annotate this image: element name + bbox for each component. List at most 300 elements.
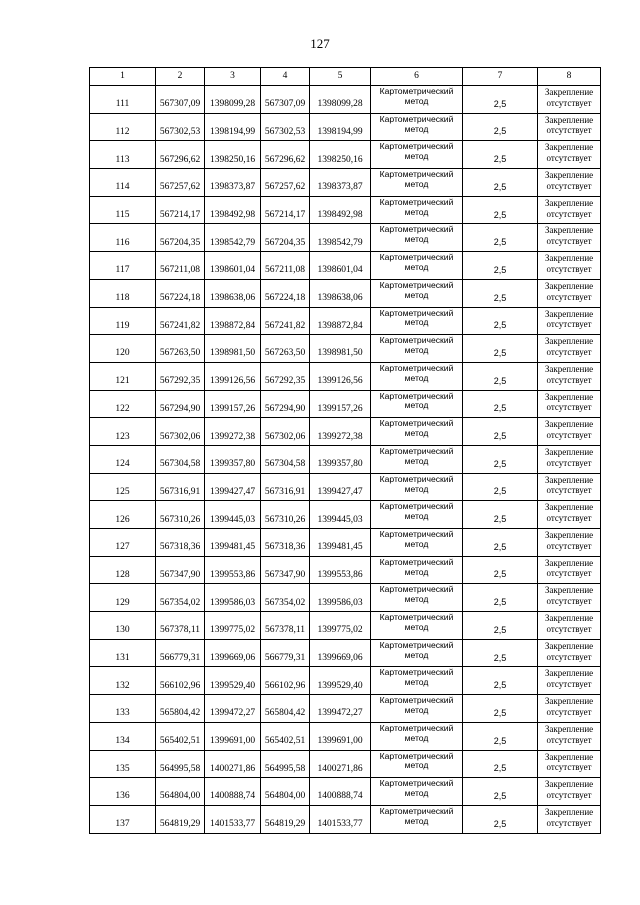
fixation-cell xyxy=(538,196,601,224)
method-line-1: Картометрический xyxy=(379,445,454,456)
x-new-cell: 567316,91 xyxy=(261,473,310,501)
table-row xyxy=(90,473,601,501)
fixation-line-2: отсутствует xyxy=(546,374,592,385)
fixation-cell xyxy=(538,667,601,695)
method-line-1: Картометрический xyxy=(379,196,454,207)
fixation-line-2: отсутствует xyxy=(546,706,592,717)
fixation-line-2: отсутствует xyxy=(546,789,592,800)
method-line-1: Картометрический xyxy=(379,529,454,539)
y-old-cell: 1398373,87 xyxy=(205,169,261,197)
method-line-1: Картометрический xyxy=(379,501,454,512)
x-old-cell: 567296,62 xyxy=(156,141,205,169)
y-old-cell: 1398638,06 xyxy=(205,279,261,307)
point-number-cell: 128 xyxy=(90,556,156,584)
y-new-cell: 1399481,45 xyxy=(310,529,371,557)
fixation-line-1: Закрепление xyxy=(544,391,594,402)
method-line-1: Картометрический xyxy=(379,778,454,789)
method-cell xyxy=(371,252,463,280)
y-old-cell: 1399445,03 xyxy=(205,501,261,529)
x-new-cell: 566102,96 xyxy=(261,667,310,695)
method-line-2: метод xyxy=(404,788,429,799)
method-line-2: метод xyxy=(404,345,429,356)
fixation-line-2: отсутствует xyxy=(546,513,592,524)
y-old-cell: 1400271,86 xyxy=(205,750,261,778)
method-line-1: Картометрический xyxy=(379,805,454,816)
table-header-row xyxy=(90,68,601,86)
x-new-cell: 564995,58 xyxy=(261,750,310,778)
fixation-line-2: отсутствует xyxy=(546,291,592,302)
fixation-line-2: отсутствует xyxy=(546,568,592,579)
x-new-cell: 567224,18 xyxy=(261,279,310,307)
method-line-2: метод xyxy=(404,455,429,466)
fixation-line-1: Закрепление xyxy=(544,640,594,651)
fixation-cell xyxy=(538,695,601,723)
method-line-2: метод xyxy=(404,649,429,660)
method-line-2: метод xyxy=(404,123,429,134)
method-line-1: Картометрический xyxy=(379,224,454,235)
y-old-cell: 1398542,79 xyxy=(205,224,261,252)
y-old-cell: 1400888,74 xyxy=(205,778,261,806)
method-line-2: метод xyxy=(404,566,429,577)
x-old-cell: 565402,51 xyxy=(156,722,205,750)
header-cell: 3 xyxy=(205,68,261,86)
fixation-line-1: Закрепление xyxy=(544,585,594,596)
y-old-cell: 1398194,99 xyxy=(205,113,261,141)
method-line-1: Картометрический xyxy=(379,86,454,96)
accuracy-cell: 2,5 xyxy=(463,279,538,307)
table-row xyxy=(90,113,601,141)
y-old-cell: 1398099,28 xyxy=(205,86,261,114)
point-number-cell: 133 xyxy=(90,695,156,723)
fixation-line-2: отсутствует xyxy=(546,734,592,745)
y-old-cell: 1399669,06 xyxy=(205,639,261,667)
fixation-cell xyxy=(538,556,601,584)
fixation-line-2: отсутствует xyxy=(546,430,592,441)
method-cell xyxy=(371,778,463,806)
method-cell xyxy=(371,639,463,667)
y-new-cell: 1400271,86 xyxy=(310,750,371,778)
x-old-cell: 567354,02 xyxy=(156,584,205,612)
accuracy-cell: 2,5 xyxy=(463,805,538,833)
fixation-line-1: Закрепление xyxy=(544,613,594,624)
table-row xyxy=(90,529,601,557)
method-line-1: Картометрический xyxy=(379,722,454,733)
point-number-cell: 131 xyxy=(90,639,156,667)
y-old-cell: 1399157,26 xyxy=(205,390,261,418)
fixation-cell xyxy=(538,252,601,280)
fixation-cell xyxy=(538,141,601,169)
fixation-line-2: отсутствует xyxy=(546,236,592,247)
header-cell: 6 xyxy=(371,68,463,86)
table-row xyxy=(90,279,601,307)
fixation-cell xyxy=(538,307,601,335)
method-line-2: метод xyxy=(404,815,429,826)
point-number-cell: 115 xyxy=(90,196,156,224)
fixation-line-1: Закрепление xyxy=(544,336,594,347)
table-row xyxy=(90,722,601,750)
x-old-cell: 567241,82 xyxy=(156,307,205,335)
y-old-cell: 1399427,47 xyxy=(205,473,261,501)
y-old-cell: 1399357,80 xyxy=(205,445,261,473)
fixation-line-1: Закрепление xyxy=(544,668,594,679)
table-row xyxy=(90,86,601,114)
x-new-cell: 567211,08 xyxy=(261,252,310,280)
y-new-cell: 1399553,86 xyxy=(310,556,371,584)
fixation-line-1: Закрепление xyxy=(544,557,594,568)
x-new-cell: 567302,53 xyxy=(261,113,310,141)
x-new-cell: 567318,36 xyxy=(261,529,310,557)
y-old-cell: 1399586,03 xyxy=(205,584,261,612)
point-number-cell: 120 xyxy=(90,335,156,363)
table-body xyxy=(90,68,601,834)
method-cell xyxy=(371,805,463,833)
fixation-cell xyxy=(538,805,601,833)
table-row xyxy=(90,169,601,197)
x-old-cell: 567307,09 xyxy=(156,86,205,114)
method-line-2: метод xyxy=(404,538,429,549)
y-new-cell: 1399445,03 xyxy=(310,501,371,529)
point-number-cell: 132 xyxy=(90,667,156,695)
fixation-line-1: Закрепление xyxy=(544,806,594,817)
fixation-line-2: отсутствует xyxy=(546,263,592,274)
method-cell xyxy=(371,445,463,473)
point-number-cell: 130 xyxy=(90,612,156,640)
fixation-cell xyxy=(538,362,601,390)
fixation-cell xyxy=(538,418,601,446)
y-new-cell: 1399775,02 xyxy=(310,612,371,640)
y-new-cell: 1399157,26 xyxy=(310,390,371,418)
fixation-cell xyxy=(538,750,601,778)
fixation-cell xyxy=(538,778,601,806)
fixation-line-1: Закрепление xyxy=(544,253,594,264)
x-new-cell: 567204,35 xyxy=(261,224,310,252)
y-new-cell: 1398194,99 xyxy=(310,113,371,141)
fixation-line-1: Закрепление xyxy=(544,225,594,236)
fixation-line-1: Закрепление xyxy=(544,779,594,790)
point-number-cell: 114 xyxy=(90,169,156,197)
fixation-cell xyxy=(538,473,601,501)
x-old-cell: 564819,29 xyxy=(156,805,205,833)
fixation-line-2: отсутствует xyxy=(546,540,592,551)
fixation-line-2: отсутствует xyxy=(546,346,592,357)
table-row xyxy=(90,805,601,833)
x-old-cell: 567378,11 xyxy=(156,612,205,640)
x-old-cell: 567292,35 xyxy=(156,362,205,390)
y-new-cell: 1399586,03 xyxy=(310,584,371,612)
fixation-line-1: Закрепление xyxy=(544,363,594,374)
y-new-cell: 1400888,74 xyxy=(310,778,371,806)
accuracy-cell: 2,5 xyxy=(463,307,538,335)
method-line-2: метод xyxy=(404,760,429,771)
x-old-cell: 567263,50 xyxy=(156,335,205,363)
method-line-2: метод xyxy=(404,206,429,217)
method-cell xyxy=(371,695,463,723)
fixation-line-1: Закрепление xyxy=(544,723,594,734)
accuracy-cell: 2,5 xyxy=(463,584,538,612)
y-new-cell: 1398373,87 xyxy=(310,169,371,197)
y-old-cell: 1399481,45 xyxy=(205,529,261,557)
method-cell xyxy=(371,224,463,252)
x-new-cell: 567241,82 xyxy=(261,307,310,335)
fixation-line-2: отсутствует xyxy=(546,651,592,662)
y-new-cell: 1399427,47 xyxy=(310,473,371,501)
fixation-line-1: Закрепление xyxy=(544,446,594,457)
table-row xyxy=(90,750,601,778)
fixation-line-1: Закрепление xyxy=(544,474,594,485)
method-line-2: метод xyxy=(404,732,429,743)
method-cell xyxy=(371,307,463,335)
method-cell xyxy=(371,196,463,224)
accuracy-cell: 2,5 xyxy=(463,722,538,750)
fixation-line-2: отсутствует xyxy=(546,596,592,607)
method-line-1: Картометрический xyxy=(379,279,454,290)
header-cell: 1 xyxy=(90,68,156,86)
method-line-1: Картометрический xyxy=(379,556,454,567)
method-line-2: метод xyxy=(404,317,429,328)
fixation-line-2: отсутствует xyxy=(546,762,592,773)
x-old-cell: 567211,08 xyxy=(156,252,205,280)
table-row xyxy=(90,639,601,667)
y-old-cell: 1399775,02 xyxy=(205,612,261,640)
fixation-cell xyxy=(538,224,601,252)
fixation-line-1: Закрепление xyxy=(544,114,594,125)
table-row xyxy=(90,252,601,280)
x-new-cell: 567257,62 xyxy=(261,169,310,197)
x-old-cell: 567294,90 xyxy=(156,390,205,418)
x-new-cell: 565402,51 xyxy=(261,722,310,750)
y-new-cell: 1398542,79 xyxy=(310,224,371,252)
y-new-cell: 1398492,98 xyxy=(310,196,371,224)
method-line-2: метод xyxy=(404,234,429,245)
fixation-line-1: Закрепление xyxy=(544,280,594,291)
table-row xyxy=(90,141,601,169)
table-row xyxy=(90,695,601,723)
x-new-cell: 567304,58 xyxy=(261,445,310,473)
point-number-cell: 123 xyxy=(90,418,156,446)
point-number-cell: 118 xyxy=(90,279,156,307)
table-row xyxy=(90,445,601,473)
x-new-cell: 567378,11 xyxy=(261,612,310,640)
fixation-cell xyxy=(538,612,601,640)
method-line-1: Картометрический xyxy=(379,141,454,152)
y-old-cell: 1398872,84 xyxy=(205,307,261,335)
point-number-cell: 127 xyxy=(90,529,156,557)
fixation-line-2: отсутствует xyxy=(546,97,592,108)
method-line-2: метод xyxy=(404,483,429,494)
fixation-cell xyxy=(538,169,601,197)
x-old-cell: 567224,18 xyxy=(156,279,205,307)
method-line-1: Картометрический xyxy=(379,362,454,373)
method-line-1: Картометрический xyxy=(379,390,454,401)
method-line-2: метод xyxy=(404,95,429,106)
method-line-1: Картометрический xyxy=(379,695,454,706)
method-cell xyxy=(371,390,463,418)
fixation-line-2: отсутствует xyxy=(546,153,592,164)
fixation-line-1: Закрепление xyxy=(544,419,594,430)
y-old-cell: 1399126,56 xyxy=(205,362,261,390)
fixation-line-1: Закрепление xyxy=(544,696,594,707)
accuracy-cell: 2,5 xyxy=(463,86,538,114)
fixation-line-2: отсутствует xyxy=(546,125,592,136)
y-old-cell: 1398981,50 xyxy=(205,335,261,363)
accuracy-cell: 2,5 xyxy=(463,224,538,252)
x-new-cell: 567310,26 xyxy=(261,501,310,529)
point-number-cell: 111 xyxy=(90,86,156,114)
x-old-cell: 567310,26 xyxy=(156,501,205,529)
method-cell xyxy=(371,584,463,612)
table-row xyxy=(90,667,601,695)
method-line-1: Картометрический xyxy=(379,750,454,761)
y-old-cell: 1401533,77 xyxy=(205,805,261,833)
accuracy-cell: 2,5 xyxy=(463,390,538,418)
table-row xyxy=(90,584,601,612)
fixation-line-1: Закрепление xyxy=(544,751,594,762)
point-number-cell: 121 xyxy=(90,362,156,390)
y-new-cell: 1398638,06 xyxy=(310,279,371,307)
y-new-cell: 1401533,77 xyxy=(310,805,371,833)
method-line-1: Картометрический xyxy=(379,473,454,484)
point-number-cell: 112 xyxy=(90,113,156,141)
y-new-cell: 1399529,40 xyxy=(310,667,371,695)
fixation-line-2: отсутствует xyxy=(546,180,592,191)
method-cell xyxy=(371,473,463,501)
method-cell xyxy=(371,141,463,169)
accuracy-cell: 2,5 xyxy=(463,778,538,806)
accuracy-cell: 2,5 xyxy=(463,639,538,667)
accuracy-cell: 2,5 xyxy=(463,695,538,723)
table-row xyxy=(90,307,601,335)
method-cell xyxy=(371,529,463,557)
fixation-line-2: отсутствует xyxy=(546,623,592,634)
x-old-cell: 567302,06 xyxy=(156,418,205,446)
accuracy-cell: 2,5 xyxy=(463,335,538,363)
fixation-line-1: Закрепление xyxy=(544,197,594,208)
page-number: 127 xyxy=(310,36,330,51)
method-line-1: Картометрический xyxy=(379,418,454,429)
y-old-cell: 1399272,38 xyxy=(205,418,261,446)
method-cell xyxy=(371,667,463,695)
header-cell: 5 xyxy=(310,68,371,86)
table-row xyxy=(90,196,601,224)
point-number-cell: 136 xyxy=(90,778,156,806)
method-cell xyxy=(371,612,463,640)
point-number-cell: 137 xyxy=(90,805,156,833)
x-old-cell: 564804,00 xyxy=(156,778,205,806)
header-cell: 7 xyxy=(463,68,538,86)
method-line-1: Картометрический xyxy=(379,113,454,124)
accuracy-cell: 2,5 xyxy=(463,612,538,640)
y-new-cell: 1399126,56 xyxy=(310,362,371,390)
method-cell xyxy=(371,279,463,307)
method-line-1: Картометрический xyxy=(379,169,454,180)
x-new-cell: 567214,17 xyxy=(261,196,310,224)
x-old-cell: 564995,58 xyxy=(156,750,205,778)
point-number-cell: 124 xyxy=(90,445,156,473)
x-new-cell: 567347,90 xyxy=(261,556,310,584)
method-line-1: Картометрический xyxy=(379,307,454,318)
point-number-cell: 129 xyxy=(90,584,156,612)
fixation-cell xyxy=(538,722,601,750)
fixation-line-2: отсутствует xyxy=(546,817,592,828)
x-old-cell: 567318,36 xyxy=(156,529,205,557)
fixation-line-1: Закрепление xyxy=(544,87,594,97)
y-new-cell: 1398601,04 xyxy=(310,252,371,280)
fixation-line-2: отсутствует xyxy=(546,679,592,690)
method-line-2: метод xyxy=(404,400,429,411)
fixation-cell xyxy=(538,445,601,473)
x-new-cell: 567302,06 xyxy=(261,418,310,446)
fixation-cell xyxy=(538,501,601,529)
method-line-2: метод xyxy=(404,262,429,272)
y-new-cell: 1398099,28 xyxy=(310,86,371,114)
method-line-2: метод xyxy=(404,511,429,522)
fixation-cell xyxy=(538,335,601,363)
accuracy-cell: 2,5 xyxy=(463,141,538,169)
point-number-cell: 135 xyxy=(90,750,156,778)
point-number-cell: 126 xyxy=(90,501,156,529)
x-old-cell: 565804,42 xyxy=(156,695,205,723)
table-row xyxy=(90,390,601,418)
point-number-cell: 116 xyxy=(90,224,156,252)
accuracy-cell: 2,5 xyxy=(463,556,538,584)
x-old-cell: 567302,53 xyxy=(156,113,205,141)
table-row xyxy=(90,224,601,252)
accuracy-cell: 2,5 xyxy=(463,196,538,224)
x-new-cell: 567294,90 xyxy=(261,390,310,418)
point-number-cell: 113 xyxy=(90,141,156,169)
coordinates-table xyxy=(89,67,601,834)
accuracy-cell: 2,5 xyxy=(463,501,538,529)
x-old-cell: 566779,31 xyxy=(156,639,205,667)
fixation-line-2: отсутствует xyxy=(546,485,592,496)
y-new-cell: 1399472,27 xyxy=(310,695,371,723)
method-cell xyxy=(371,556,463,584)
method-line-2: метод xyxy=(404,705,429,715)
method-line-2: метод xyxy=(404,621,429,632)
fixation-cell xyxy=(538,279,601,307)
point-number-cell: 134 xyxy=(90,722,156,750)
header-cell: 8 xyxy=(538,68,601,86)
table-row xyxy=(90,501,601,529)
accuracy-cell: 2,5 xyxy=(463,529,538,557)
y-new-cell: 1398981,50 xyxy=(310,335,371,363)
method-line-2: метод xyxy=(404,677,429,688)
y-new-cell: 1399691,00 xyxy=(310,722,371,750)
point-number-cell: 122 xyxy=(90,390,156,418)
method-cell xyxy=(371,418,463,446)
point-number-cell: 125 xyxy=(90,473,156,501)
method-cell xyxy=(371,501,463,529)
x-new-cell: 566779,31 xyxy=(261,639,310,667)
x-old-cell: 567204,35 xyxy=(156,224,205,252)
accuracy-cell: 2,5 xyxy=(463,113,538,141)
y-old-cell: 1398250,16 xyxy=(205,141,261,169)
fixation-line-1: Закрепление xyxy=(544,308,594,319)
y-old-cell: 1399472,27 xyxy=(205,695,261,723)
method-line-2: метод xyxy=(404,151,429,162)
method-line-1: Картометрический xyxy=(379,252,454,263)
x-old-cell: 567347,90 xyxy=(156,556,205,584)
x-old-cell: 567304,58 xyxy=(156,445,205,473)
fixation-cell xyxy=(538,584,601,612)
y-old-cell: 1398601,04 xyxy=(205,252,261,280)
method-line-1: Картометрический xyxy=(379,612,454,623)
y-new-cell: 1398872,84 xyxy=(310,307,371,335)
fixation-line-1: Закрепление xyxy=(544,530,594,540)
table-row xyxy=(90,418,601,446)
y-old-cell: 1399691,00 xyxy=(205,722,261,750)
method-cell xyxy=(371,86,463,114)
